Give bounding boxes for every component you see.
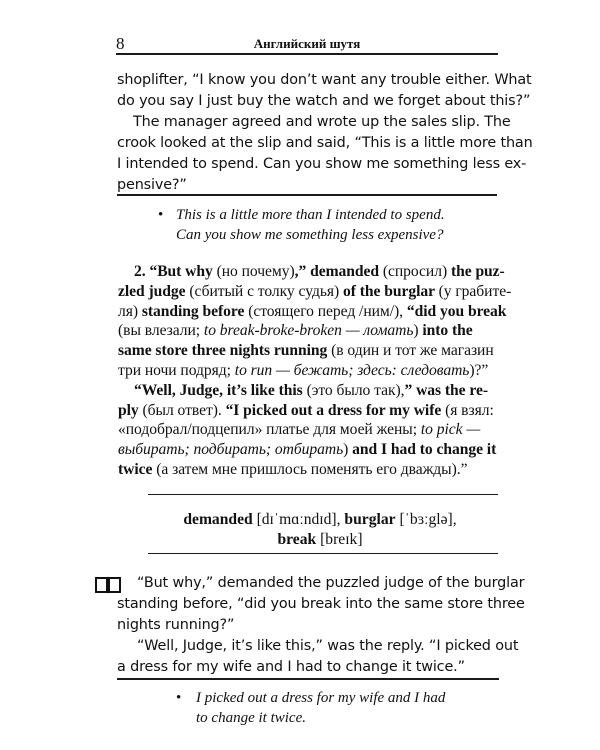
note-line: I picked out a dress for my wife and I had: [196, 690, 446, 706]
russian-gloss: (я взял:: [445, 401, 494, 419]
bullet-icon: •: [158, 207, 164, 223]
russian-gloss: (вы влезали;: [118, 322, 204, 340]
english-phrase: and I had to change it: [352, 441, 497, 459]
glossed-line: [118, 440, 496, 460]
section-rule: [117, 194, 497, 196]
russian-gloss: [dɪˈmɑːndɪd],: [252, 511, 345, 528]
glossed-line: [118, 302, 507, 322]
english-phrase: into the: [422, 322, 473, 340]
page-header: [116, 34, 498, 54]
note-line: Can you show me something less expensive?: [176, 227, 444, 243]
glossed-line: [118, 282, 512, 302]
story-line: crook looked at the slip and said, “This is a little more than: [117, 135, 533, 151]
glossed-line: [118, 401, 496, 421]
key-phrase-note-1: [158, 205, 496, 245]
dictionary-note: выбирать; подбирать; отбирать: [118, 441, 344, 459]
header-rule: [116, 53, 498, 55]
russian-gloss: (но почему): [216, 263, 295, 280]
story-line: “Well, Judge, it’s like this,” was the reply. “I picked out: [137, 638, 519, 654]
russian-gloss: (в один и тот же магазин: [331, 342, 494, 360]
story-text-2: [117, 573, 525, 678]
pronunciation-box: [150, 510, 490, 550]
section-rule: [117, 678, 499, 680]
story-line: standing before, “did you break into the same store three: [117, 596, 525, 612]
english-phrase: same store three nights running: [118, 342, 332, 360]
pronunciation-line: [150, 510, 490, 530]
english-phrase: break: [277, 531, 317, 548]
english-phrase: ,” demanded: [294, 263, 383, 280]
pronunciation-line: [150, 530, 490, 550]
story-line: pensive?”: [117, 177, 187, 193]
dictionary-note: to break-broke-broken — ломать: [203, 322, 414, 340]
story-line: nights running?”: [117, 617, 235, 633]
glossed-line: [118, 420, 496, 440]
running-title: Английский шутя: [253, 36, 361, 51]
english-phrase: demanded: [183, 511, 253, 528]
russian-gloss: (стоящего перед /ним/),: [248, 302, 407, 320]
glossed-line: [118, 262, 505, 282]
english-phrase: 2. “But why: [134, 263, 217, 280]
vocab-rule-bottom: [148, 553, 498, 554]
key-phrase-note-2: [176, 688, 496, 728]
english-phrase: ply: [118, 401, 143, 419]
english-phrase: of the burglar: [343, 282, 439, 300]
english-phrase: “I picked out a dress for my wife: [225, 401, 446, 419]
story-line: a dress for my wife and I had to change it twice.”: [117, 659, 465, 675]
english-phrase: ” was the re-: [404, 381, 488, 399]
bullet-icon: •: [176, 690, 182, 706]
russian-gloss: три ночи подряд;: [118, 361, 235, 379]
russian-gloss: [ˈbɜːglə],: [395, 511, 457, 528]
russian-gloss: (спросил): [382, 263, 451, 280]
russian-gloss: ): [413, 322, 423, 340]
russian-gloss: (а затем мне пришлось поменять его дважды).”: [156, 460, 468, 478]
glossed-line: [118, 321, 496, 341]
russian-gloss: (был ответ).: [142, 401, 226, 419]
glossed-text-2: [118, 262, 512, 480]
note-line: to change it twice.: [196, 710, 306, 726]
russian-gloss: «подобрал/подцепил» платье для моей жены;: [118, 421, 421, 439]
russian-gloss: (сбитый с толку судья): [189, 282, 344, 300]
russian-gloss: (это было так),: [306, 381, 405, 399]
story-line: I intended to spend. Can you show me something less ex-: [117, 156, 527, 172]
russian-gloss: ): [343, 441, 353, 459]
english-phrase: the puz-: [450, 263, 505, 280]
story-line: The manager agreed and wrote up the sales slip. The: [133, 114, 511, 130]
english-phrase: twice: [118, 460, 157, 478]
story-line: “But why,” demanded the puzzled judge of the burglar: [137, 575, 525, 591]
story-line: shoplifter, “I know you don’t want any trouble either. What: [117, 72, 532, 88]
russian-gloss: )?”: [469, 361, 489, 379]
russian-gloss: ля): [118, 302, 142, 320]
story-line: do you say I just buy the watch and we forget about this?”: [117, 93, 531, 109]
page-number: 8: [116, 34, 125, 53]
russian-gloss: [breɪk]: [316, 531, 363, 548]
vocab-rule-top: [148, 494, 498, 495]
english-phrase: “Well, Judge, it’s like this: [134, 381, 307, 399]
english-phrase: standing before: [141, 302, 249, 320]
dictionary-note: to pick —: [420, 421, 481, 439]
russian-gloss: (у грабите-: [438, 282, 512, 300]
glossed-line: [118, 381, 496, 401]
english-phrase: “did you break: [406, 302, 507, 320]
note-line: This is a little more than I intended to spend.: [176, 207, 445, 223]
glossed-line: [118, 460, 496, 480]
glossed-line: [118, 341, 496, 361]
dictionary-note: to run — бежать; здесь: следовать: [234, 361, 470, 379]
english-phrase: burglar: [344, 511, 396, 528]
english-phrase: zled judge: [118, 282, 190, 300]
story-text-1: [117, 70, 533, 196]
glossed-line: [118, 361, 496, 381]
